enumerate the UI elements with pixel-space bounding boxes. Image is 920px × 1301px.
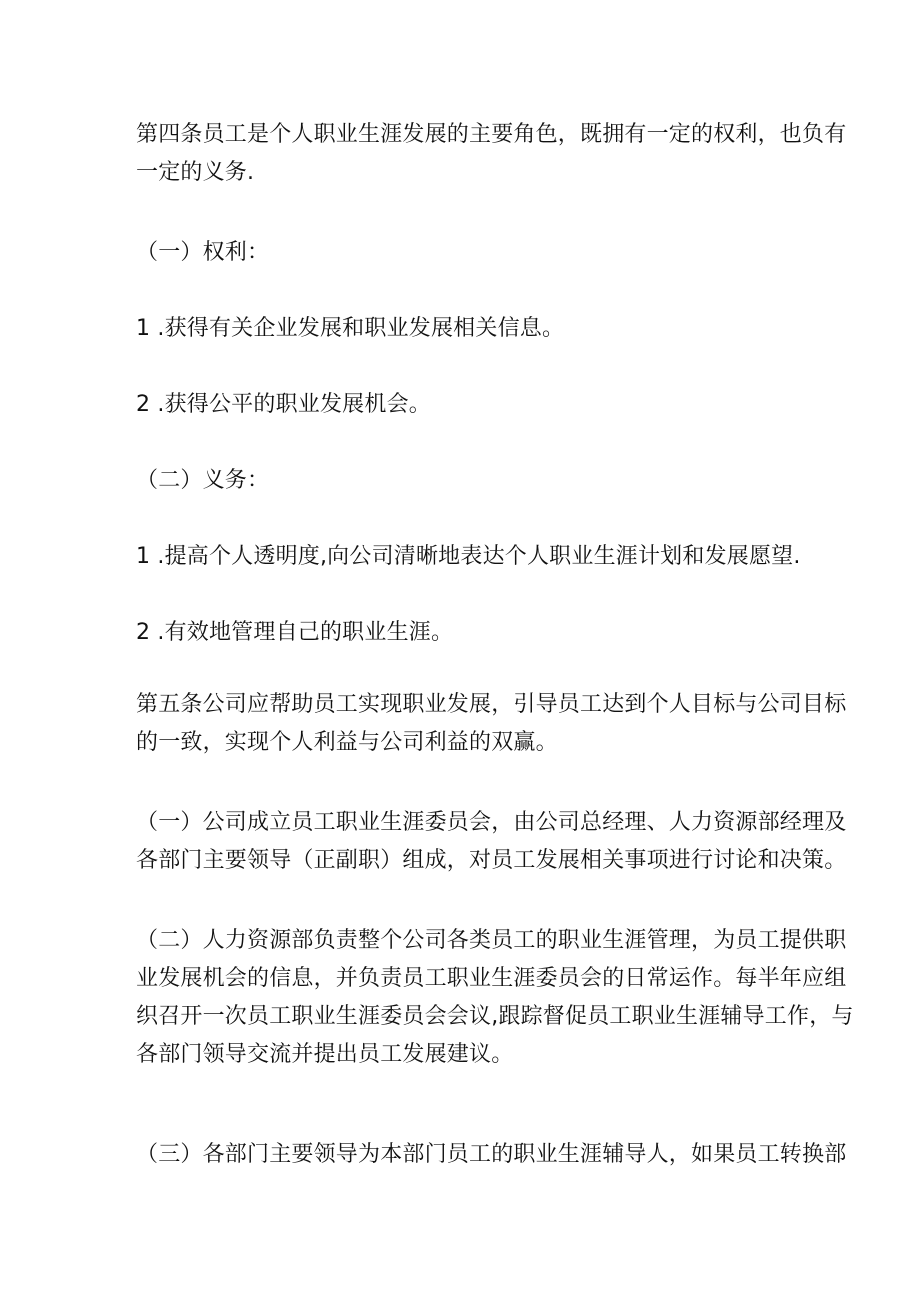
text-line: （二）人力资源部负责整个公司各类员工的职业生涯管理，为员工提供职 bbox=[136, 928, 847, 953]
text-line: 2 .有效地管理自己的职业生涯。 bbox=[136, 620, 454, 645]
text-line: 的一致，实现个人利益与公司利益的双赢。 bbox=[136, 730, 558, 755]
text-line: 一定的义务. bbox=[136, 160, 255, 185]
right-item-1 bbox=[136, 310, 788, 348]
text-line: 业发展机会的信息，并负责员工职业生涯委员会的日常运作。每半年应组 bbox=[136, 966, 847, 991]
text-line: 第五条公司应帮助员工实现职业发展，引导员工达到个人目标与公司目标 bbox=[136, 692, 847, 717]
right-item-2 bbox=[136, 386, 788, 424]
article-5-paragraph bbox=[136, 686, 847, 762]
text-line: 第四条员工是个人职业生涯发展的主要角色，既拥有一定的权利，也负有 bbox=[136, 122, 847, 147]
text-line: 2 .获得公平的职业发展机会。 bbox=[136, 392, 431, 417]
duties-heading bbox=[136, 462, 788, 500]
rights-heading bbox=[136, 234, 788, 272]
article-4-paragraph bbox=[136, 116, 847, 192]
text-line: 各部门主要领导（正副职）组成，对员工发展相关事项进行讨论和决策。 bbox=[136, 848, 847, 873]
text-line: （二）义务： bbox=[136, 468, 270, 493]
article-5-item-2 bbox=[136, 922, 854, 1074]
text-line: 各部门领导交流并提出员工发展建议。 bbox=[136, 1042, 514, 1067]
duty-item-2 bbox=[136, 614, 788, 652]
text-line: （一）公司成立员工职业生涯委员会，由公司总经理、人力资源部经理及 bbox=[136, 810, 847, 835]
text-line: 1 .提高个人透明度,向公司清晰地表达个人职业生涯计划和发展愿望. bbox=[136, 544, 801, 569]
article-5-item-1 bbox=[136, 804, 847, 880]
duty-item-1 bbox=[136, 538, 801, 576]
text-line: 织召开一次员工职业生涯委员会会议,跟踪督促员工职业生涯辅导工作，与 bbox=[136, 1004, 854, 1029]
article-5-item-3 bbox=[136, 1136, 847, 1174]
text-line: （三）各部门主要领导为本部门员工的职业生涯辅导人，如果员工转换部 bbox=[136, 1142, 847, 1167]
text-line: 1 .获得有关企业发展和职业发展相关信息。 bbox=[136, 316, 565, 341]
text-line: （一）权利： bbox=[136, 240, 270, 265]
